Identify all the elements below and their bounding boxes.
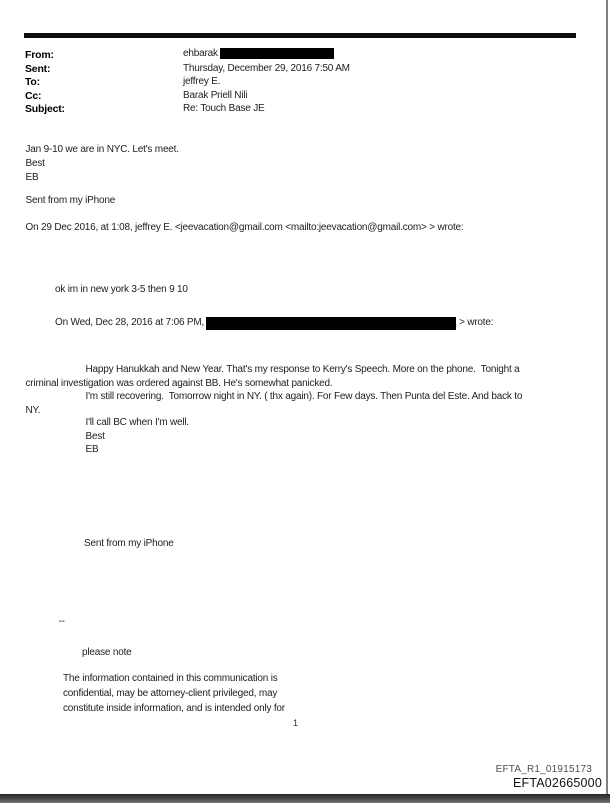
cc-value: Barak Priell Nili xyxy=(183,89,248,101)
subject-label: Subject: xyxy=(25,103,65,115)
quote1-attribution: On 29 Dec 2016, at 1:08, jeffrey E. <jeevacation@gmail.com <mailto:jeevacation@gmail.com> > wrote: xyxy=(25,221,464,233)
scan-right-edge-line xyxy=(606,0,608,795)
body-line-initials: EB xyxy=(25,171,39,183)
body-line-meeting: Jan 9-10 we are in NYC. Let's meet. xyxy=(25,144,179,155)
quote2-line-ny: NY. xyxy=(25,404,41,416)
to-value: jeffrey E. xyxy=(183,76,221,87)
from-value-row xyxy=(183,48,334,59)
cc-label: Cc: xyxy=(25,89,42,102)
from-value: ehbarak xyxy=(183,48,218,59)
bates-reference: EFTA_R1_01915173 xyxy=(495,764,592,775)
please-note-heading: please note xyxy=(82,647,132,658)
quote2-line-criminal: criminal investigation was ordered against BB. He's somewhat panicked. xyxy=(25,377,333,389)
subject-value: Re: Touch Base JE xyxy=(183,103,265,114)
quote2-attribution-row xyxy=(55,317,493,330)
quote1-body-line: ok im in new york 3-5 then 9 10 xyxy=(55,283,188,295)
sent-from-iphone-2: Sent from my iPhone xyxy=(84,537,174,549)
disclaimer-line-1: The information contained in this communication is xyxy=(63,673,278,684)
to-label: To: xyxy=(25,76,40,88)
scan-bottom-bar xyxy=(0,794,610,803)
bates-number: EFTA02665000 xyxy=(512,776,602,790)
quote2-line-initials: EB xyxy=(85,443,99,455)
sent-value: Thursday, December 29, 2016 7:50 AM xyxy=(183,62,350,74)
from-label: From: xyxy=(25,49,54,61)
quote2-attribution-suffix: > wrote: xyxy=(459,317,494,329)
redaction-box-sender-address xyxy=(206,317,456,330)
body-line-best: Best xyxy=(25,158,45,169)
quote2-line-hanukkah: Happy Hanukkah and New Year. That's my response to Kerry's Speech. More on the phone. Tonight a xyxy=(85,364,520,375)
page-number: 1 xyxy=(293,718,299,728)
sent-from-iphone-1: Sent from my iPhone xyxy=(25,194,116,206)
sent-label: Sent: xyxy=(25,62,51,75)
redaction-box-from-address xyxy=(220,48,334,59)
quote2-line-recovering: I'm still recovering. Tomorrow night in NY. ( thx again). For Few days. Then Punta del Este. And back to xyxy=(85,390,523,402)
quote2-attribution-prefix: On Wed, Dec 28, 2016 at 7:06 PM, xyxy=(55,317,205,329)
header-divider-rule xyxy=(24,33,576,38)
disclaimer-line-2: confidential, may be attorney-client privileged, may xyxy=(63,688,278,699)
quote2-line-best: Best xyxy=(85,430,105,442)
disclaimer-line-3: constitute inside information, and is intended only for xyxy=(63,703,285,714)
quote2-line-call-bc: I'll call BC when I'm well. xyxy=(85,417,189,428)
signature-separator: -- xyxy=(58,616,65,627)
